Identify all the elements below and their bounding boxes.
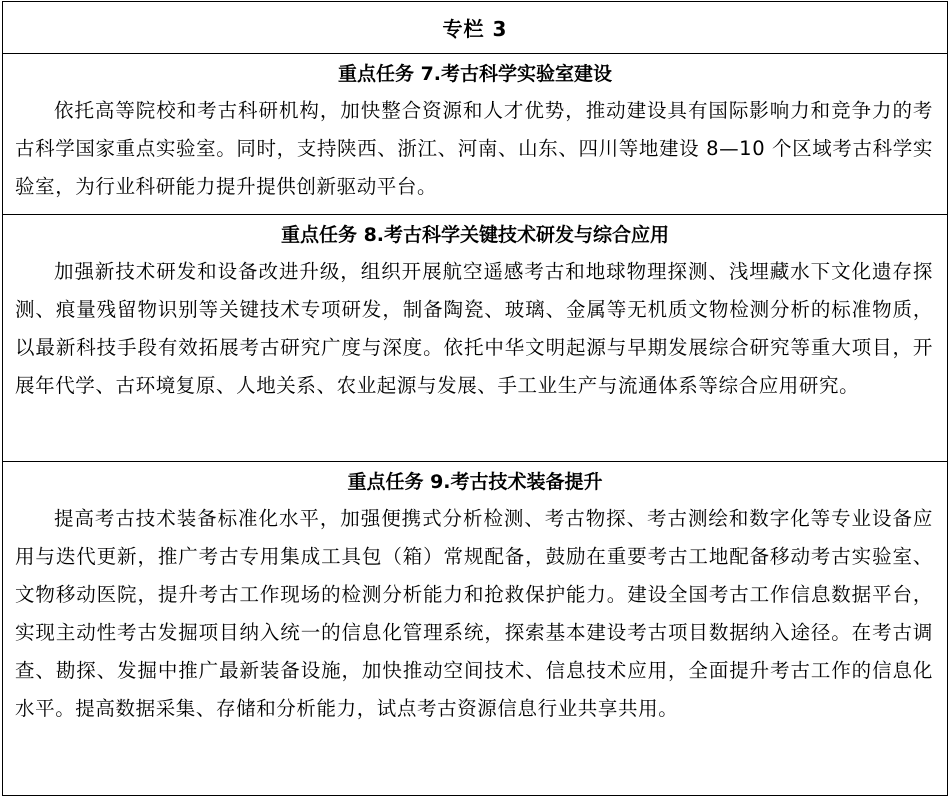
column-box xyxy=(2,1,948,796)
task-section-8 xyxy=(2,214,948,462)
column-title-cell xyxy=(2,1,948,54)
task-heading-9: 重点任务 9.考古技术装备提升 xyxy=(347,471,603,493)
task-section-9 xyxy=(2,461,948,796)
column-title: 专栏 3 xyxy=(442,17,508,41)
task-body-7: 依托高等院校和考古科研机构，加快整合资源和人才优势，推动建设具有国际影响力和竞争力的考古科学国家重点实验室。同时，支持陕西、浙江、河南、山东、四川等地建设 8—10 个区域考古科学实验室，为行业科研能力提升提供创新驱动平台。 xyxy=(15,99,933,198)
task-section-7 xyxy=(2,53,948,215)
task-heading-8: 重点任务 8.考古科学关键技术研发与综合应用 xyxy=(280,224,670,246)
task-body-9: 提高考古技术装备标准化水平，加强便携式分析检测、考古物探、考古测绘和数字化等专业设备应用与迭代更新，推广考古专用集成工具包（箱）常规配备，鼓励在重要考古工地配备移动考古实验室、文物移动医院，提升考古工作现场的检测分析能力和抢救保护能力。建设全国考古工作信息数据平台，实现主动性考古发掘项目纳入统一的信息化管理系统，探索基本建设考古项目数据纳入途径。在考古调查、勘探、发掘中推广最新装备设施，加快推动空间技术、信息技术应用，全面提升考古工作的信息化水平。提高数据采集、存储和分析能力，试点考古资源信息行业共享共用。 xyxy=(15,507,933,720)
task-heading-7: 重点任务 7.考古科学实验室建设 xyxy=(337,63,613,85)
task-body-8: 加强新技术研发和设备改进升级，组织开展航空遥感考古和地球物理探测、浅埋藏水下文化遗存探测、痕量残留物识别等关键技术专项研发，制备陶瓷、玻璃、金属等无机质文物检测分析的标准物质，以最新科技手段有效拓展考古研究广度与深度。依托中华文明起源与早期发展综合研究等重大项目，开展年代学、古环境复原、人地关系、农业起源与发展、手工业生产与流通体系等综合应用研究。 xyxy=(15,260,933,397)
